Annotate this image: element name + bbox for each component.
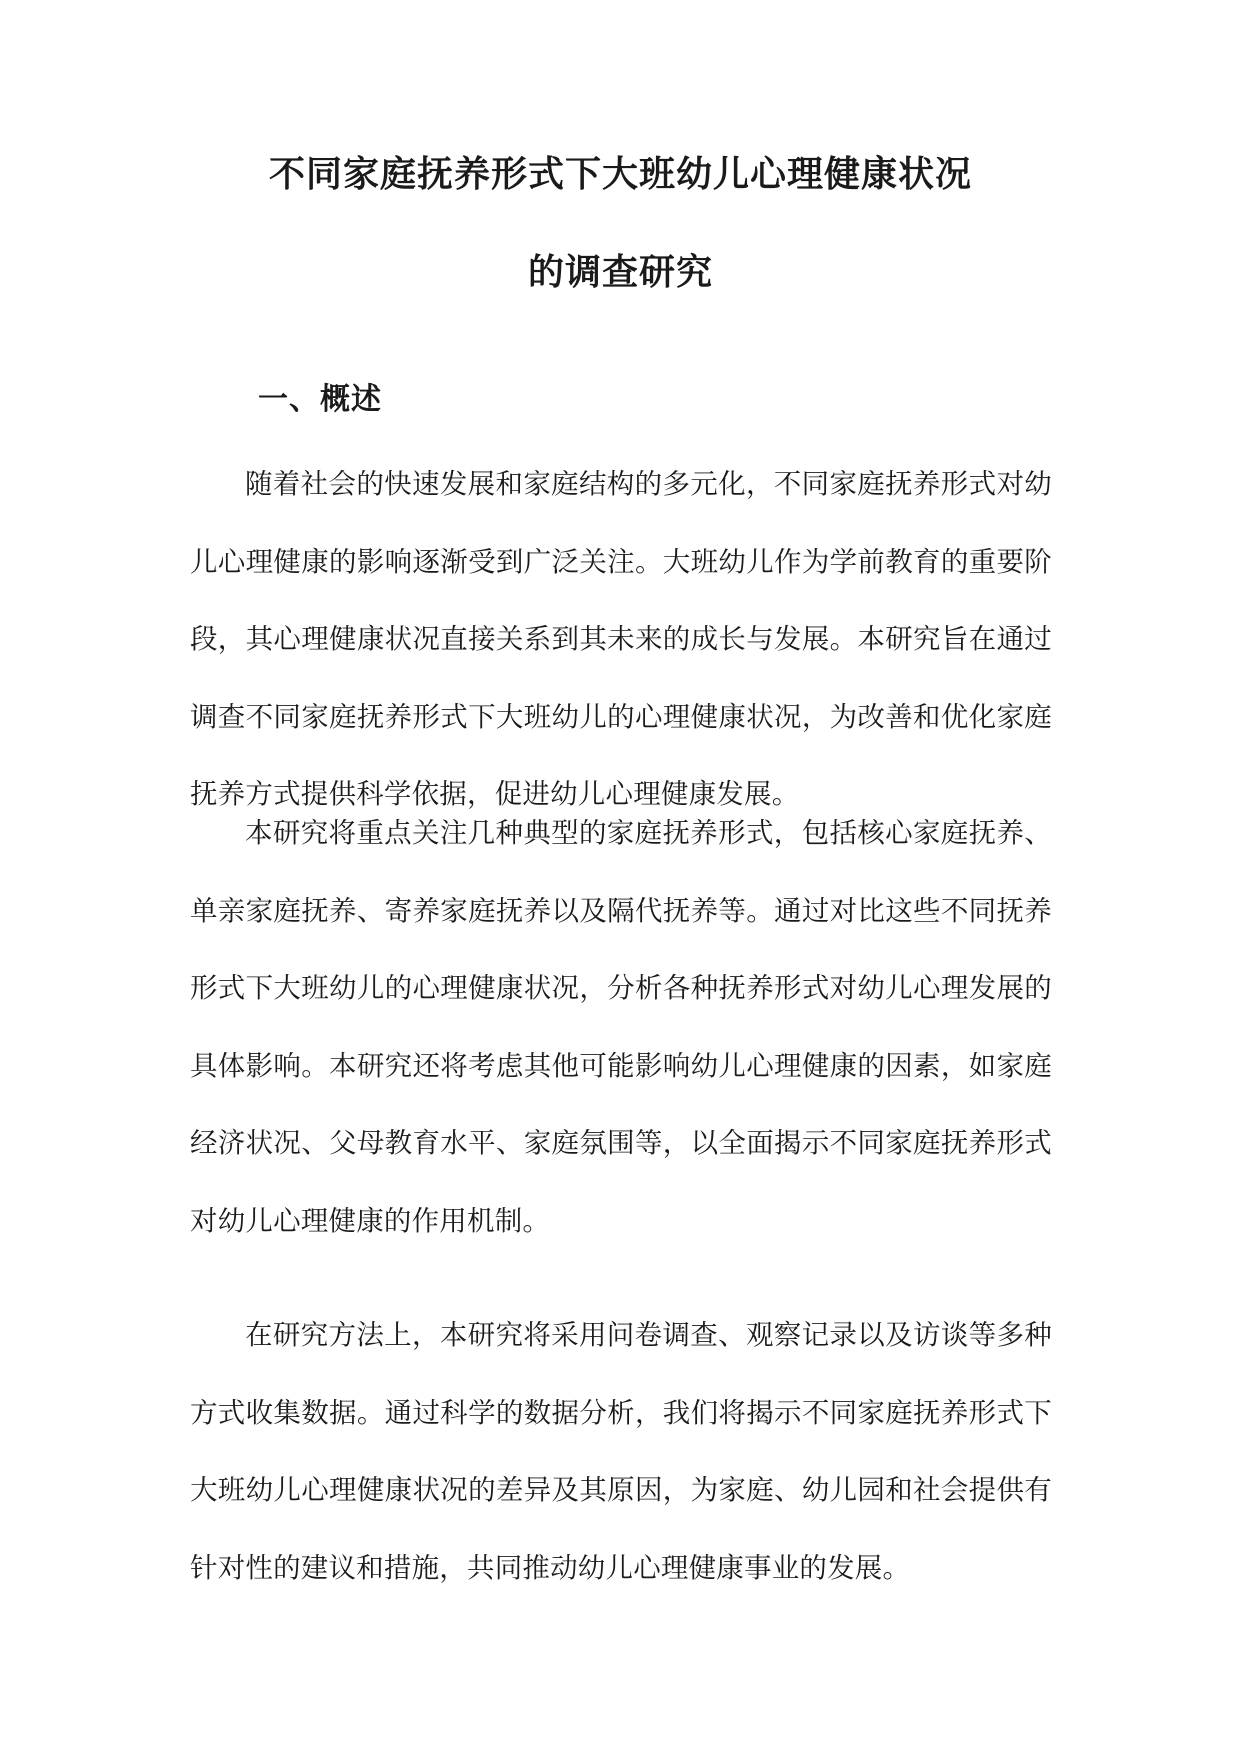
body-paragraph-1: 随着社会的快速发展和家庭结构的多元化，不同家庭抚养形式对幼儿心理健康的影响逐渐受到广泛关注。大班幼儿作为学前教育的重要阶段，其心理健康状况直接关系到其未来的成长与发展。本研究旨在通过调查不同家庭抚养形式下大班幼儿的心理健康状况，为改善和优化家庭抚养方式提供科学依据，促进幼儿心理健康发展。 bbox=[190, 468, 1052, 810]
document-title-line-1: 不同家庭抚养形式下大班幼儿心理健康状况 bbox=[268, 153, 972, 195]
body-paragraph-3: 在研究方法上，本研究将采用问卷调查、观察记录以及访谈等多种方式收集数据。通过科学的数据分析，我们将揭示不同家庭抚养形式下大班幼儿心理健康状况的差异及其原因，为家庭、幼儿园和社会提供有针对性的建议和措施，共同推动幼儿心理健康事业的发展。 bbox=[190, 1319, 1052, 1584]
document-title-line-2: 的调查研究 bbox=[527, 251, 713, 293]
section-heading-overview: 一、概述 bbox=[258, 382, 382, 417]
body-paragraph-2: 本研究将重点关注几种典型的家庭抚养形式，包括核心家庭抚养、单亲家庭抚养、寄养家庭抚养以及隔代抚养等。通过对比这些不同抚养形式下大班幼儿的心理健康状况，分析各种抚养形式对幼儿心理发展的具体影响。本研究还将考虑其他可能影响幼儿心理健康的因素，如家庭经济状况、父母教育水平、家庭氛围等，以全面揭示不同家庭抚养形式对幼儿心理健康的作用机制。 bbox=[190, 817, 1052, 1237]
